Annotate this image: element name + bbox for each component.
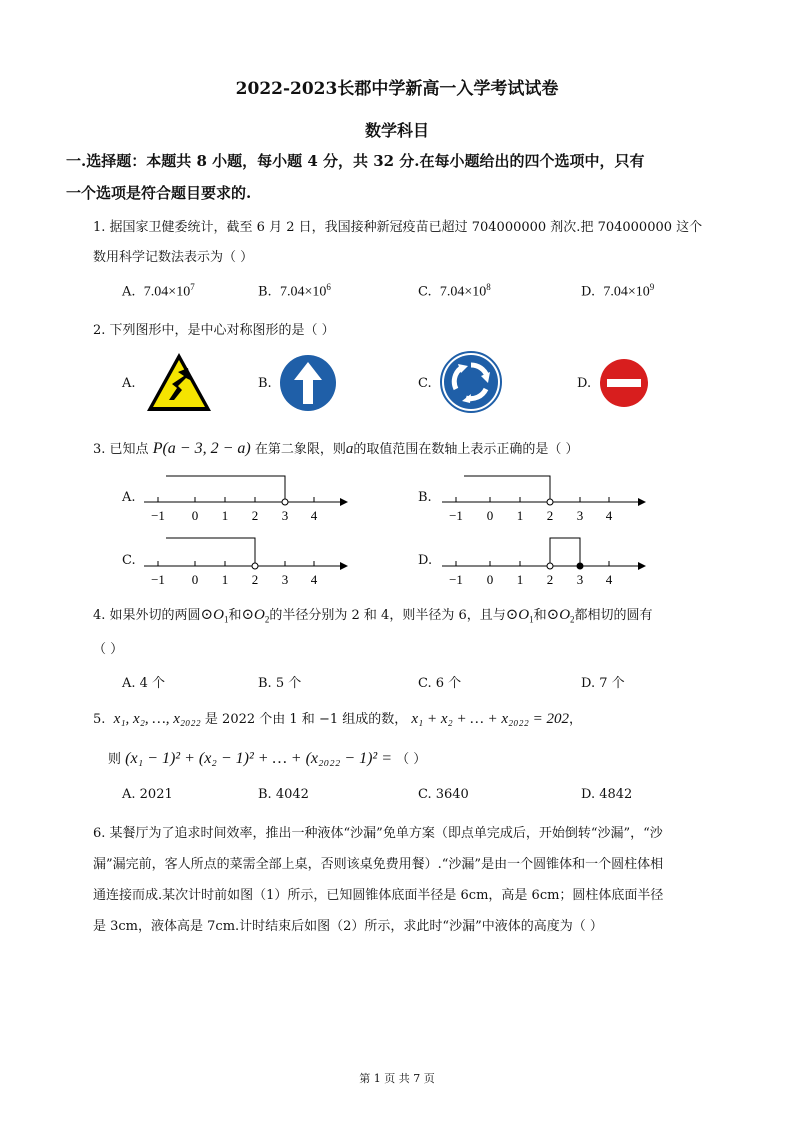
q2-option-a[interactable] (144, 350, 214, 418)
q6-stem-line4: 是 3cm，液体高是 7cm.计时结束后如图（2）所示，求此时“沙漏”中液体的高度为（ ） (93, 919, 603, 934)
option-label: B. (258, 284, 272, 300)
page-title: 2022-2023长郡中学新高一入学考试试卷 (235, 79, 559, 99)
q4-stem-line1 (93, 604, 653, 625)
tick-label: 2 (546, 508, 554, 523)
q3-stem-a: 3. 已知点 (93, 442, 149, 457)
tick-label: 3 (281, 508, 289, 523)
q3-label-d: D. (418, 553, 433, 568)
tick-label: 1 (221, 572, 229, 587)
q6-stem-line2: 漏”漏完前，客人所点的菜需全部上桌，否则该桌免费用餐）.“沙漏”是由一个圆锥体和一个圆柱体相 (93, 857, 664, 872)
tick-label: 3 (576, 508, 584, 523)
tick-label: 2 (251, 508, 259, 523)
section-heading-line2: 一个选项是符合题目要求的. (66, 184, 252, 202)
q1-option-d[interactable] (581, 282, 654, 300)
sub-1: 1 (223, 614, 229, 625)
q5-option-a[interactable]: A. 2021 (122, 787, 173, 802)
q5-sum: x₁ + x₂ + … + x₂₀₂₂ = 202 (411, 711, 569, 727)
circle-o2: ⊙O (546, 607, 571, 623)
q3-stem (93, 438, 579, 458)
q3-label-a: A. (122, 490, 136, 505)
number-line-d (438, 530, 648, 590)
q4-option-c[interactable]: C. 6 个 (418, 676, 462, 691)
up-arrow-sign-icon (279, 354, 337, 412)
option-base: 7.04×10 (603, 284, 650, 300)
q4-and: 和 (228, 608, 242, 623)
circle-o1: ⊙O (505, 607, 530, 623)
number-line-b (438, 468, 648, 528)
option-exponent: 6 (326, 282, 331, 292)
q5-text1: 是 2022 个由 1 和 −1 组成的数， (204, 712, 408, 727)
q3-label-c: C. (122, 553, 136, 568)
q5-stem-line2 (108, 748, 426, 768)
tick-label: 2 (251, 572, 259, 587)
subject-title: 数学科目 (364, 121, 429, 140)
tick-label: 0 (191, 508, 199, 523)
q5-option-d[interactable]: D. 4842 (581, 787, 633, 802)
sub-1: 1 (529, 614, 534, 625)
tick-label: 0 (191, 572, 199, 587)
option-exponent: 9 (649, 282, 655, 292)
q6-stem-line1: 6. 某餐厅为了追求时间效率，推出一种液体“沙漏”免单方案（即点单完成后，开始倒转“沙漏”，“沙 (93, 826, 663, 841)
q1-option-a[interactable] (122, 282, 195, 300)
circle-o2: ⊙O (241, 607, 265, 623)
q2-stem: 2. 下列图形中，是中心对称图形的是（ ） (93, 323, 335, 338)
q5-stem-line1 (93, 708, 582, 728)
circle-o1: ⊙O (200, 607, 224, 623)
q4-text-a: 4. 如果外切的两圆 (93, 608, 201, 623)
q4-stem-line2: （ ） (93, 642, 124, 657)
q1-option-c[interactable] (418, 282, 491, 300)
q2-option-d[interactable] (599, 358, 649, 412)
no-entry-sign-icon (599, 358, 649, 408)
q2-option-b[interactable] (279, 354, 337, 416)
q4-option-b[interactable]: B. 5 个 (258, 676, 302, 691)
tick-label: −1 (151, 508, 165, 523)
tick-label: 4 (310, 508, 318, 523)
tick-label: 1 (516, 508, 524, 523)
q1-stem-line1: 1. 据国家卫健委统计，截至 6 月 2 日，我国接种新冠疫苗已超过 704000000 剂次.把 704000000 这个 (93, 220, 703, 235)
tick-label: 1 (221, 508, 229, 523)
q2-label-b: B. (258, 376, 272, 391)
q2-label-a: A. (122, 376, 136, 391)
tick-label: 1 (516, 572, 524, 587)
warning-sign-icon (144, 350, 214, 414)
q5-then: 则 (108, 752, 122, 767)
option-base: 7.04×10 (143, 284, 191, 300)
q1-option-b[interactable] (258, 282, 331, 300)
option-exponent: 8 (486, 282, 491, 292)
tick-label: −1 (151, 572, 165, 587)
q5-text2: ， (568, 712, 582, 727)
number-line-a (140, 468, 350, 528)
tick-label: −1 (449, 572, 463, 587)
option-label: A. (122, 284, 136, 300)
q1-stem-line2: 数用科学记数法表示为（ ） (93, 250, 254, 265)
q6-stem-line3: 通连接而成.某次计时前如图（1）所示，已知圆锥体底面半径是 6cm，高是 6cm；圆柱体底面半径 (93, 888, 664, 903)
q3-stem-b: 在第二象限，则 (254, 442, 346, 457)
option-base: 7.04×10 (439, 284, 487, 300)
tick-label: 2 (546, 572, 554, 587)
q2-label-c: C. (418, 376, 432, 391)
q5-option-b[interactable]: B. 4042 (258, 787, 309, 802)
roundabout-sign-icon (440, 351, 502, 413)
sub-2: 2 (570, 614, 575, 625)
q3-point: P(a − 3, 2 − a) (152, 440, 251, 457)
tick-label: 4 (310, 572, 318, 587)
q2-label-d: D. (577, 376, 592, 391)
q4-option-a[interactable]: A. 4 个 (122, 676, 166, 691)
q4-text-c: 都相切的圆有 (574, 608, 653, 623)
q2-option-c[interactable] (440, 351, 502, 417)
q3-label-b: B. (418, 490, 432, 505)
option-label: D. (581, 284, 596, 300)
section-heading-line1: 一.选择题：本题共 8 小题，每小题 4 分，共 32 分.在每小题给出的四个选项中，只有 (66, 152, 645, 170)
sub-2: 2 (264, 614, 270, 625)
q3-option-d[interactable] (438, 530, 648, 594)
page-footer: 第 1 页 共 7 页 (359, 1072, 435, 1085)
q5-option-c[interactable]: C. 3640 (418, 787, 469, 802)
q3-option-c[interactable] (140, 530, 350, 594)
option-label: C. (418, 284, 432, 300)
q5-number: 5. (93, 712, 106, 727)
tick-label: 4 (605, 572, 613, 587)
q3-option-a[interactable] (140, 468, 350, 532)
option-exponent: 7 (190, 282, 195, 292)
tick-label: 4 (605, 508, 613, 523)
tick-label: 3 (281, 572, 289, 587)
q5-expression: (x₁ − 1)² + (x₂ − 1)² + … + (x₂₀₂₂ − 1)² = (125, 750, 392, 767)
q3-option-b[interactable] (438, 468, 648, 532)
q3-var: a (345, 441, 354, 457)
number-line-c (140, 530, 350, 590)
tick-label: 0 (486, 508, 494, 523)
tick-label: 3 (576, 572, 584, 587)
q5-sequence: x₁, x₂, …, x₂₀₂₂ (113, 711, 201, 727)
q5-paren: （ ） (396, 752, 427, 767)
q4-text-b: 的半径分别为 2 和 4，则半径为 6，且与 (269, 608, 506, 623)
option-base: 7.04×10 (279, 284, 327, 300)
tick-label: 0 (486, 572, 494, 587)
q4-and: 和 (533, 608, 547, 623)
q3-stem-c: 的取值范围在数轴上表示正确的是（ ） (353, 442, 579, 457)
tick-label: −1 (449, 508, 463, 523)
q4-option-d[interactable]: D. 7 个 (581, 676, 625, 691)
